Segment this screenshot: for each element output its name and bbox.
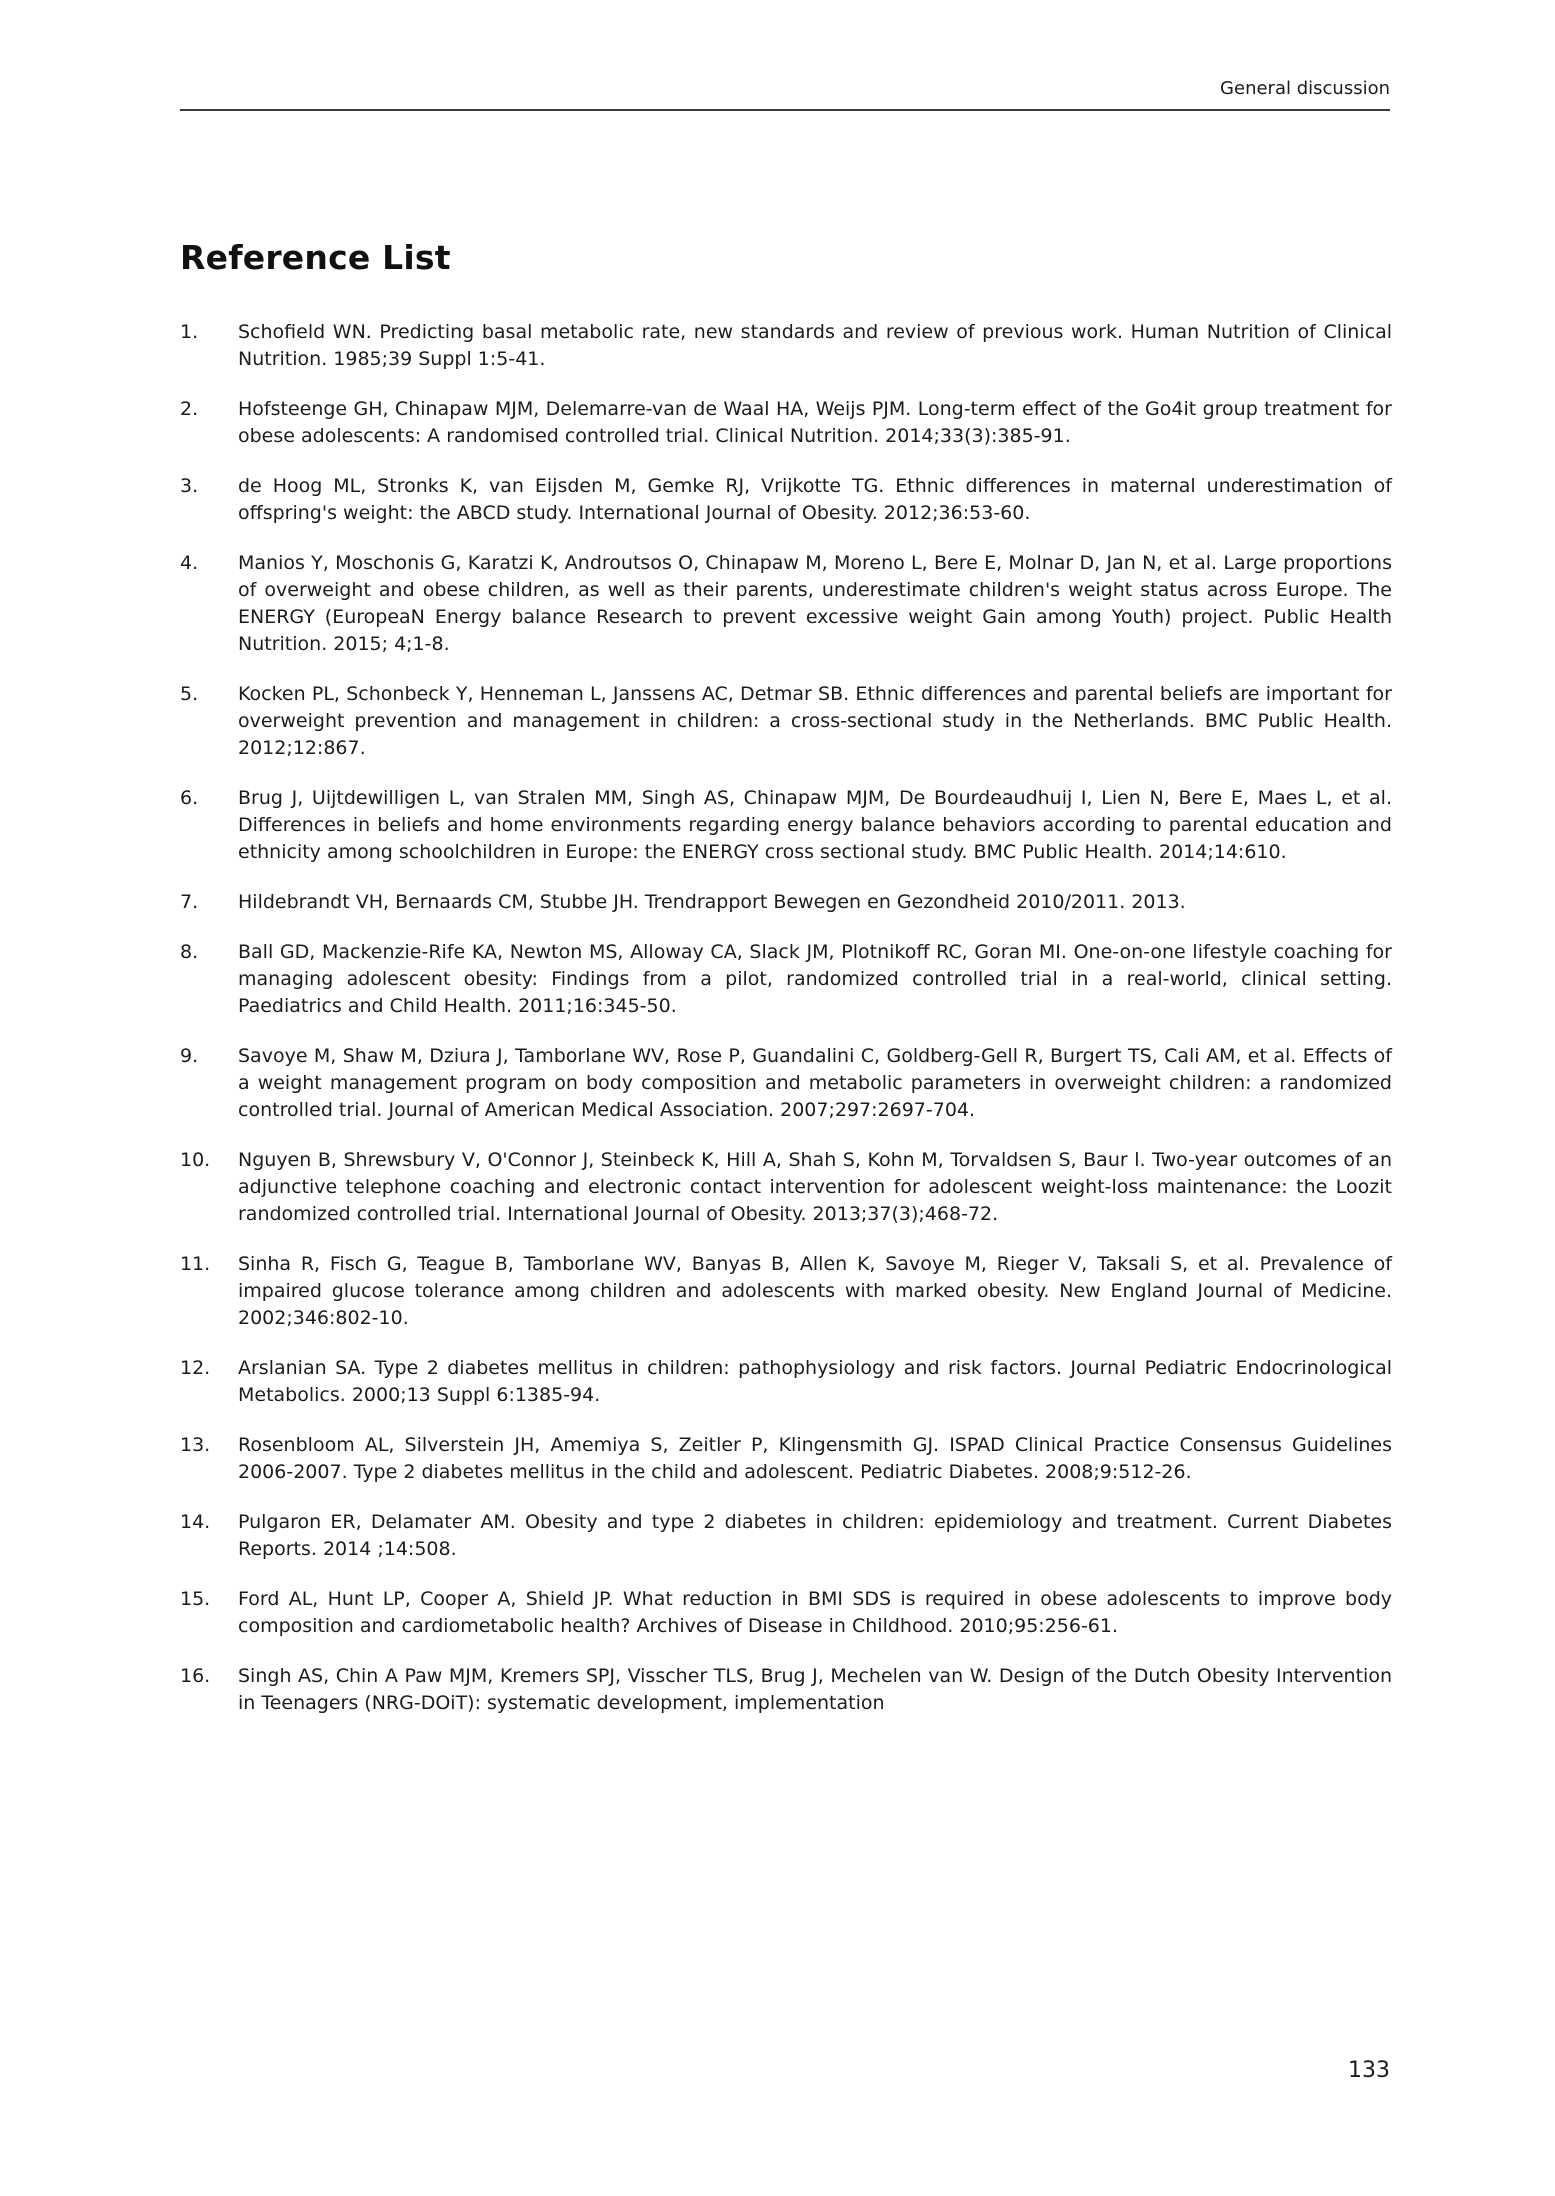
reference-text: Rosenbloom AL, Silverstein JH, Amemiya S, Zeitler P, Klingensmith GJ. ISPAD Clinical Practice Consensus Guidelines 2006-2007. Type 2 diabetes mellitus in the child and adolescent. Pediatric Diabetes. 2008;9:512-26. bbox=[238, 1434, 1392, 1483]
reference-item bbox=[180, 939, 1392, 1020]
reference-text: Manios Y, Moschonis G, Karatzi K, Androutsos O, Chinapaw M, Moreno L, Bere E, Molnar D, Jan N, et al. Large proportions of overweight and obese children, as well as their parents, underestimate children's weight status across Europe. The ENERGY (EuropeaN Energy balance Research to prevent excessive weight Gain among Youth) project. Public Health Nutrition. 2015; 4;1-8. bbox=[238, 552, 1392, 655]
reference-number: 2. bbox=[180, 398, 199, 420]
reference-number: 11. bbox=[180, 1253, 211, 1275]
reference-item bbox=[180, 1663, 1392, 1717]
reference-number: 14. bbox=[180, 1511, 211, 1533]
reference-number: 8. bbox=[180, 941, 199, 963]
reference-text: Sinha R, Fisch G, Teague B, Tamborlane WV, Banyas B, Allen K, Savoye M, Rieger V, Taksali S, et al. Prevalence of impaired glucose tolerance among children and adolescents with marked obesity. New England Journal of Medicine. 2002;346:802-10. bbox=[238, 1253, 1392, 1329]
reference-item bbox=[180, 319, 1392, 373]
page-header bbox=[180, 78, 1390, 111]
reference-number: 7. bbox=[180, 891, 199, 913]
reference-text: Kocken PL, Schonbeck Y, Henneman L, Janssens AC, Detmar SB. Ethnic differences and parental beliefs are important for overweight prevention and management in children: a cross-sectional study in the Netherlands. BMC Public Health. 2012;12:867. bbox=[238, 683, 1392, 759]
reference-item bbox=[180, 1147, 1392, 1228]
reference-text: Ford AL, Hunt LP, Cooper A, Shield JP. What reduction in BMI SDS is required in obese adolescents to improve body composition and cardiometabolic health? Archives of Disease in Childhood. 2010;95:256-61. bbox=[238, 1588, 1392, 1637]
reference-text: Savoye M, Shaw M, Dziura J, Tamborlane WV, Rose P, Guandalini C, Goldberg-Gell R, Burgert TS, Cali AM, et al. Effects of a weight management program on body composition and metabolic parameters in overweight children: a randomized controlled trial. Journal of American Medical Association. 2007;297:2697-704. bbox=[238, 1045, 1392, 1121]
reference-number: 6. bbox=[180, 787, 199, 809]
reference-item bbox=[180, 1043, 1392, 1124]
reference-number: 15. bbox=[180, 1588, 211, 1610]
reference-number: 1. bbox=[180, 321, 199, 343]
reference-number: 3. bbox=[180, 475, 199, 497]
reference-item bbox=[180, 1355, 1392, 1409]
reference-text: Schofield WN. Predicting basal metabolic rate, new standards and review of previous work. Human Nutrition of Clinical Nutrition. 1985;39 Suppl 1:5-41. bbox=[238, 321, 1392, 370]
page-number: 133 bbox=[1348, 2058, 1390, 2083]
reference-item bbox=[180, 889, 1392, 916]
running-header-text: General discussion bbox=[1220, 78, 1390, 99]
reference-number: 10. bbox=[180, 1149, 211, 1171]
reference-text: Ball GD, Mackenzie-Rife KA, Newton MS, Alloway CA, Slack JM, Plotnikoff RC, Goran MI. One-on-one lifestyle coaching for managing adolescent obesity: Findings from a pilot, randomized controlled trial in a real-world, clinical setting. Paediatrics and Child Health. 2011;16:345-50. bbox=[238, 941, 1392, 1017]
reference-item bbox=[180, 1509, 1392, 1563]
reference-text: de Hoog ML, Stronks K, van Eijsden M, Gemke RJ, Vrijkotte TG. Ethnic differences in maternal underestimation of offspring's weight: the ABCD study. International Journal of Obesity. 2012;36:53-60. bbox=[238, 475, 1392, 524]
reference-text: Hildebrandt VH, Bernaards CM, Stubbe JH. Trendrapport Bewegen en Gezondheid 2010/2011. 2013. bbox=[238, 891, 1186, 913]
reference-number: 12. bbox=[180, 1357, 211, 1379]
reference-number: 4. bbox=[180, 552, 199, 574]
page-content bbox=[180, 238, 1392, 1740]
reference-item bbox=[180, 1251, 1392, 1332]
reference-item bbox=[180, 1432, 1392, 1486]
reference-item bbox=[180, 681, 1392, 762]
reference-item bbox=[180, 396, 1392, 450]
reference-text: Arslanian SA. Type 2 diabetes mellitus in children: pathophysiology and risk factors. Journal Pediatric Endocrinological Metabolics. 2000;13 Suppl 6:1385-94. bbox=[238, 1357, 1392, 1406]
reference-text: Nguyen B, Shrewsbury V, O'Connor J, Steinbeck K, Hill A, Shah S, Kohn M, Torvaldsen S, Baur l. Two-year outcomes of an adjunctive telephone coaching and electronic contact intervention for adolescent weight-loss maintenance: the Loozit randomized controlled trial. International Journal of Obesity. 2013;37(3);468-72. bbox=[238, 1149, 1392, 1225]
reference-item bbox=[180, 550, 1392, 658]
page-title: Reference List bbox=[180, 238, 451, 277]
reference-number: 9. bbox=[180, 1045, 199, 1067]
reference-item bbox=[180, 785, 1392, 866]
reference-text: Singh AS, Chin A Paw MJM, Kremers SPJ, Visscher TLS, Brug J, Mechelen van W. Design of the Dutch Obesity Intervention in Teenagers (NRG-DOiT): systematic development, implementation bbox=[238, 1665, 1392, 1714]
reference-text: Hofsteenge GH, Chinapaw MJM, Delemarre-van de Waal HA, Weijs PJM. Long-term effect of the Go4it group treatment for obese adolescents: A randomised controlled trial. Clinical Nutrition. 2014;33(3):385-91. bbox=[238, 398, 1392, 447]
reference-item bbox=[180, 473, 1392, 527]
reference-number: 16. bbox=[180, 1665, 211, 1687]
reference-list bbox=[180, 319, 1392, 1717]
reference-number: 5. bbox=[180, 683, 199, 705]
reference-text: Pulgaron ER, Delamater AM. Obesity and type 2 diabetes in children: epidemiology and treatment. Current Diabetes Reports. 2014 ;14:508. bbox=[238, 1511, 1392, 1560]
reference-number: 13. bbox=[180, 1434, 211, 1456]
reference-item bbox=[180, 1586, 1392, 1640]
reference-text: Brug J, Uijtdewilligen L, van Stralen MM, Singh AS, Chinapaw MJM, De Bourdeaudhuij I, Lien N, Bere E, Maes L, et al. Differences in beliefs and home environments regarding energy balance behaviors according to parental education and ethnicity among schoolchildren in Europe: the ENERGY cross sectional study. BMC Public Health. 2014;14:610. bbox=[238, 787, 1392, 863]
